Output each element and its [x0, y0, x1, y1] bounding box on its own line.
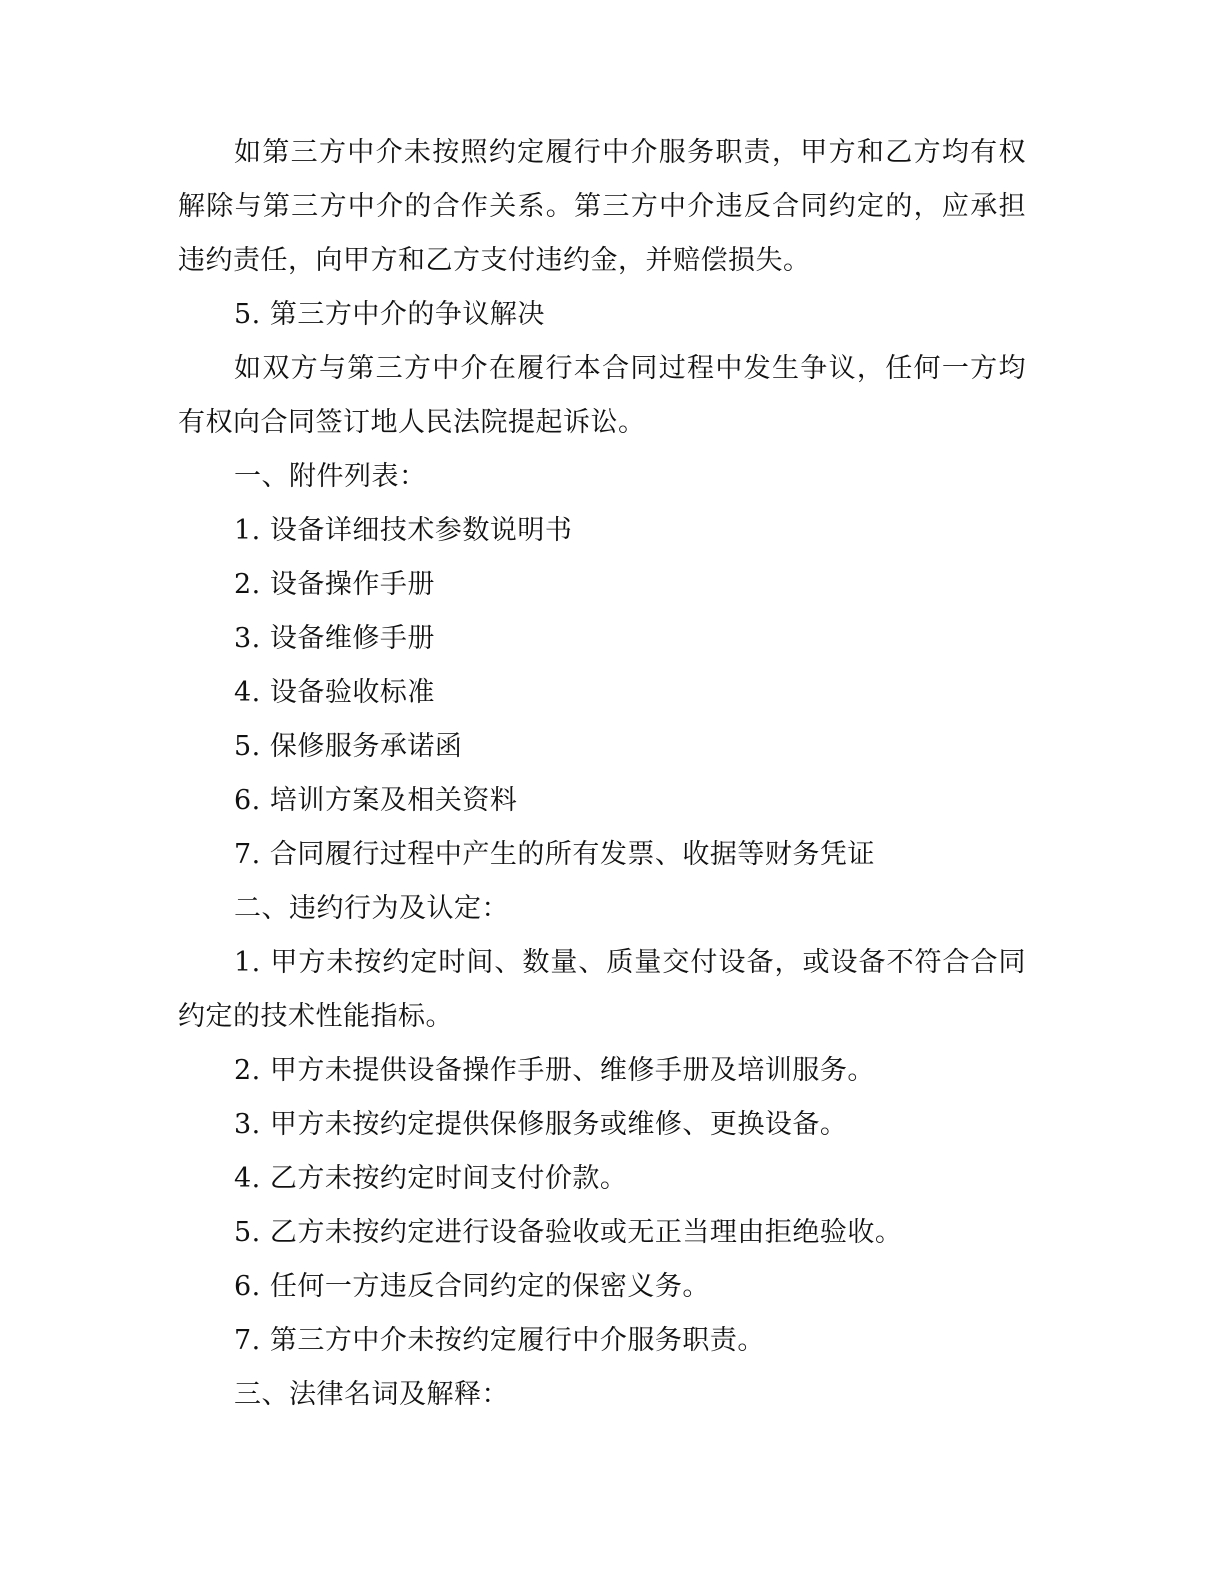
- attachment-item: 1. 设备详细技术参数说明书: [234, 515, 573, 546]
- section-heading-attachments: 一、附件列表：: [234, 461, 427, 492]
- paragraph-intermediary-liability: 如第三方中介未按照约定履行中介服务职责，甲方和乙方均有权解除与第三方中介的合作关系。第三方中介违反合同约定的，应承担违约责任，向甲方和乙方支付违约金，并赔偿损失。: [178, 137, 1026, 276]
- paragraph-dispute-resolution: 如双方与第三方中介在履行本合同过程中发生争议，任何一方均有权向合同签订地人民法院提起诉讼。: [178, 353, 1026, 438]
- section-heading-breach: 二、违约行为及认定：: [234, 893, 509, 924]
- breach-item: 2. 甲方未提供设备操作手册、维修手册及培训服务。: [234, 1055, 875, 1086]
- breach-item: 1. 甲方未按约定时间、数量、质量交付设备，或设备不符合合同约定的技术性能指标。: [178, 947, 1026, 1032]
- breach-item: 3. 甲方未按约定提供保修服务或维修、更换设备。: [234, 1109, 848, 1140]
- attachment-item: 2. 设备操作手册: [234, 569, 435, 600]
- breach-item: 5. 乙方未按约定进行设备验收或无正当理由拒绝验收。: [234, 1217, 903, 1248]
- attachment-item: 7. 合同履行过程中产生的所有发票、收据等财务凭证: [234, 839, 875, 870]
- breach-item: 6. 任何一方违反合同约定的保密义务。: [234, 1271, 710, 1302]
- breach-item: 7. 第三方中介未按约定履行中介服务职责。: [234, 1325, 765, 1356]
- attachment-item: 4. 设备验收标准: [234, 677, 435, 708]
- attachment-item: 3. 设备维修手册: [234, 623, 435, 654]
- attachment-item: 5. 保修服务承诺函: [234, 731, 463, 762]
- breach-item: 4. 乙方未按约定时间支付价款。: [234, 1163, 628, 1194]
- section-heading-legal-terms: 三、法律名词及解释：: [234, 1379, 509, 1410]
- section-heading-dispute-resolution: 5. 第三方中介的争议解决: [234, 299, 545, 330]
- document-page: [178, 126, 1026, 1422]
- attachment-item: 6. 培训方案及相关资料: [234, 785, 518, 816]
